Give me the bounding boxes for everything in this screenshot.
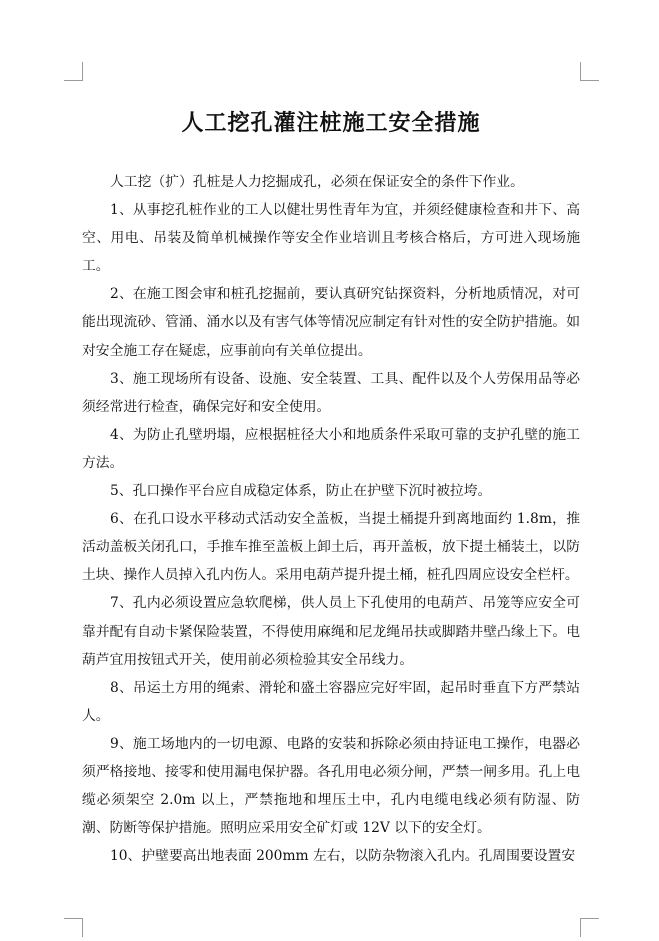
paragraph-item-4: 4、为防止孔壁坍塌，应根据桩径大小和地质条件采取可靠的支护孔壁的施工方法。: [82, 426, 580, 471]
paragraph-item-3: 3、施工现场所有设备、设施、安全装置、工具、配件以及个人劳保用品等必须经常进行检查，确保完好和安全使用。: [82, 370, 580, 415]
paragraph-item-7: 7、孔内必须设置应急软爬梯，供人员上下孔使用的电葫芦、吊笼等应安全可靠并配有自动卡紧保险装置，不得使用麻绳和尼龙绳吊扶或脚踏井壁凸缘上下。电葫芦宜用按钮式开关，使用前必须检验其安全吊线力。: [82, 595, 580, 668]
crop-mark-top-right: [580, 62, 599, 81]
document-title: 人工挖孔灌注桩施工安全措施: [181, 111, 481, 136]
paragraph-item-5: 5、孔口操作平台应自成稳定体系，防止在护壁下沉时被拉垮。: [110, 483, 492, 500]
paragraph-item-1: 1、从事挖孔桩作业的工人以健壮男性青年为宜，并须经健康检查和井下、高空、用电、吊装及简单机械操作等安全作业培训且考核合格后，方可进入现场施工。: [82, 202, 580, 275]
intro-paragraph: 人工挖（扩）孔桩是人力挖掘成孔，必须在保证安全的条件下作业。: [110, 174, 524, 190]
paragraph-item-6: 6、在孔口设水平移动式活动安全盖板，当提土桶提升到离地面约 1.8m，推活动盖板关闭孔口，手推车推至盖板上卸土后，再开盖板，放下提土桶装土，以防土块、操作人员掉入孔内伤人。采用电葫芦提升提土桶，桩孔四周应设安全栏杆。: [82, 511, 580, 584]
crop-mark-bottom-right: [580, 918, 599, 937]
paragraph-item-8: 8、吊运土方用的绳索、滑轮和盛土容器应完好牢固，起吊时垂直下方严禁站人。: [82, 679, 580, 724]
paragraph-item-10: 10、护壁要高出地表面 200mm 左右，以防杂物滚入孔内。孔周围要设置安: [110, 848, 576, 865]
paragraph-item-2: 2、在施工图会审和桩孔挖掘前，要认真研究钻探资料，分析地质情况，对可能出现流砂、管涌、涌水以及有害气体等情况应制定有针对性的安全防护措施。如对安全施工存在疑虑，应事前向有关单位提出。: [82, 286, 580, 359]
document-body: [82, 168, 580, 870]
paragraph-item-9: 9、施工场地内的一切电源、电路的安装和拆除必须由持证电工操作，电器必须严格接地、接零和使用漏电保护器。各孔用电必须分闸，严禁一闸多用。孔上电缆必须架空 2.0m 以上，严禁拖地和埋压土中，孔内电缆电线必须有防湿、防潮、防断等保护措施。照明应采用安全矿灯或 12V 以下的安全灯。: [82, 735, 580, 837]
crop-mark-top-left: [64, 62, 83, 81]
crop-mark-bottom-left: [64, 918, 83, 937]
